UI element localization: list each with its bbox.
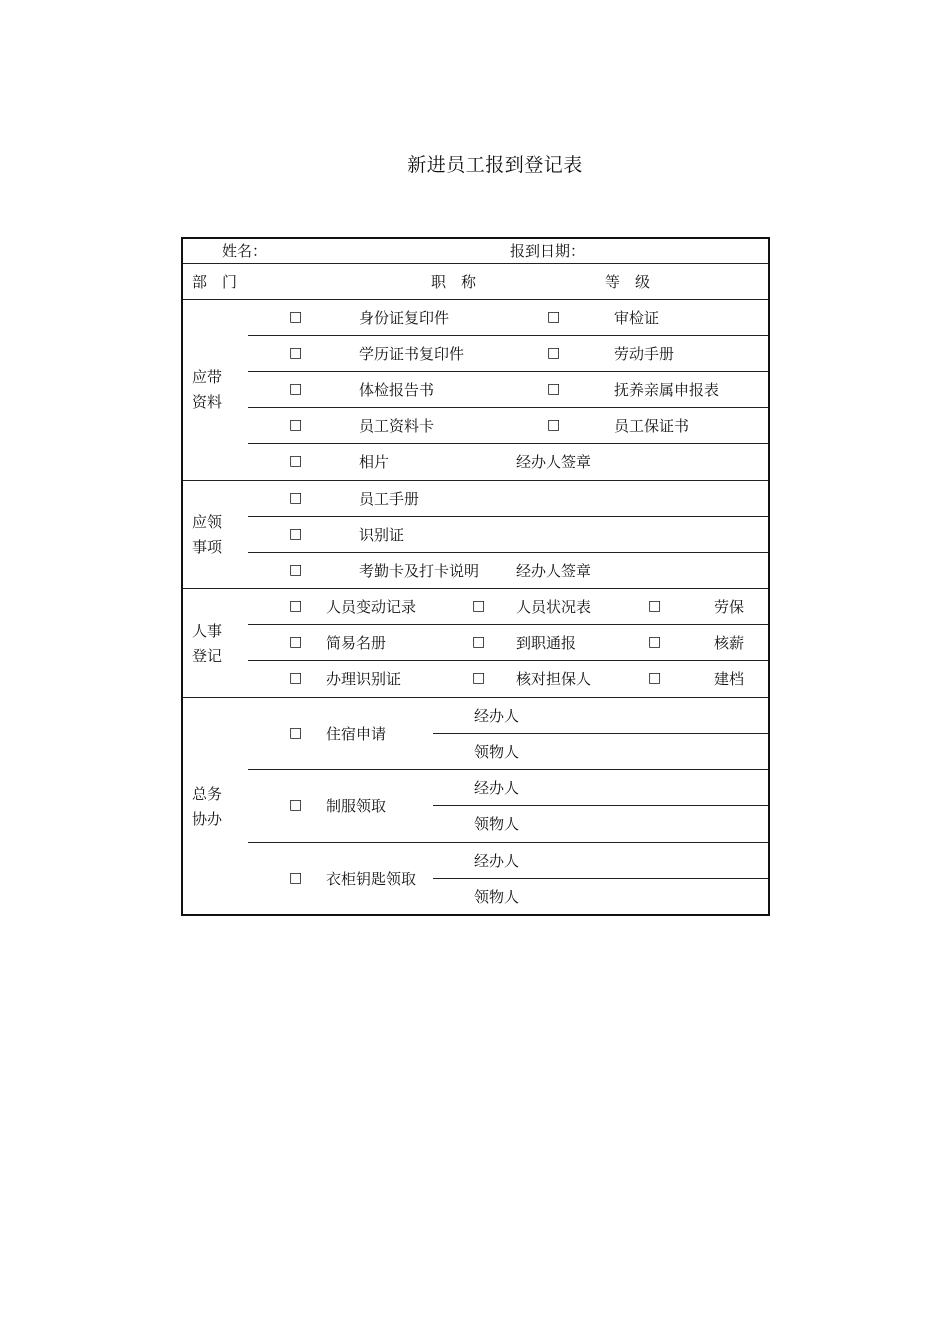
checkbox[interactable]: □ <box>289 598 303 614</box>
item-label: 员工手册 <box>359 490 420 508</box>
checkbox[interactable]: □ <box>648 598 662 614</box>
checkbox[interactable]: □ <box>472 670 486 686</box>
registration-form <box>181 237 770 916</box>
item-label: 考勤卡及打卡说明 <box>359 562 480 580</box>
section-label-general: 总务 协办 <box>192 785 223 828</box>
name-label: 姓名： <box>222 242 268 260</box>
row-divider <box>183 263 768 264</box>
section-label-documents: 应带 资料 <box>192 368 223 411</box>
item-label: 员工资料卡 <box>359 417 435 435</box>
sub-divider <box>433 805 768 806</box>
item-label: 建档 <box>714 670 745 688</box>
checkbox[interactable]: □ <box>648 670 662 686</box>
item-label: 学历证书复印件 <box>359 345 465 363</box>
item-label: 相片 <box>359 453 390 471</box>
sub-divider <box>433 878 768 879</box>
checkbox[interactable]: □ <box>289 797 303 813</box>
checkbox[interactable]: □ <box>289 453 303 469</box>
section-label-receive: 应领 事项 <box>192 513 223 556</box>
receiver-label: 领物人 <box>474 888 520 906</box>
item-label: 住宿申请 <box>326 725 387 743</box>
checkbox[interactable]: □ <box>547 345 561 361</box>
checkbox[interactable]: □ <box>289 670 303 686</box>
checkbox[interactable]: □ <box>547 417 561 433</box>
item-label: 人员变动记录 <box>326 598 417 616</box>
checkbox[interactable]: □ <box>289 381 303 397</box>
checkbox[interactable]: □ <box>289 526 303 542</box>
checkbox[interactable]: □ <box>289 417 303 433</box>
row-divider <box>248 769 768 770</box>
item-label: 身份证复印件 <box>359 309 450 327</box>
item-label: 核薪 <box>714 634 745 652</box>
receiver-label: 领物人 <box>474 815 520 833</box>
handler-label: 经办人 <box>474 852 520 870</box>
row-divider <box>248 407 768 408</box>
item-label: 抚养亲属申报表 <box>614 381 720 399</box>
row-divider <box>248 516 768 517</box>
item-label: 体检报告书 <box>359 381 435 399</box>
row-divider <box>248 842 768 843</box>
checkbox[interactable]: □ <box>289 562 303 578</box>
section-divider <box>183 697 768 698</box>
row-divider <box>248 443 768 444</box>
row-divider <box>248 624 768 625</box>
item-label: 人员状况表 <box>516 598 592 616</box>
item-label: 审检证 <box>614 309 660 327</box>
row-divider <box>248 552 768 553</box>
item-label: 员工保证书 <box>614 417 690 435</box>
signer-label: 经办人签章 <box>516 453 592 471</box>
item-label: 识别证 <box>359 526 405 544</box>
sub-divider <box>433 733 768 734</box>
row-divider <box>248 371 768 372</box>
checkbox[interactable]: □ <box>289 725 303 741</box>
handler-label: 经办人 <box>474 707 520 725</box>
item-label: 衣柜钥匙领取 <box>326 870 417 888</box>
date-label: 报到日期： <box>510 242 586 260</box>
row-divider <box>248 335 768 336</box>
item-label: 办理识别证 <box>326 670 402 688</box>
item-label: 到职通报 <box>516 634 577 652</box>
checkbox[interactable]: □ <box>289 870 303 886</box>
grade-label: 等 级 <box>605 273 651 291</box>
row-divider <box>248 660 768 661</box>
signer-label: 经办人签章 <box>516 562 592 580</box>
item-label: 劳动手册 <box>614 345 675 363</box>
checkbox[interactable]: □ <box>289 490 303 506</box>
checkbox[interactable]: □ <box>472 634 486 650</box>
checkbox[interactable]: □ <box>289 634 303 650</box>
section-divider <box>183 588 768 589</box>
item-label: 简易名册 <box>326 634 387 652</box>
form-title: 新进员工报到登记表 <box>407 154 583 176</box>
position-label: 职 称 <box>431 273 477 291</box>
checkbox[interactable]: □ <box>547 381 561 397</box>
item-label: 制服领取 <box>326 797 387 815</box>
checkbox[interactable]: □ <box>289 309 303 325</box>
checkbox[interactable]: □ <box>547 309 561 325</box>
checkbox[interactable]: □ <box>289 345 303 361</box>
checkbox[interactable]: □ <box>648 634 662 650</box>
section-label-hr: 人事 登记 <box>192 622 223 665</box>
checkbox[interactable]: □ <box>472 598 486 614</box>
section-divider <box>183 480 768 481</box>
row-divider <box>183 299 768 300</box>
handler-label: 经办人 <box>474 779 520 797</box>
department-label: 部 门 <box>192 273 238 291</box>
item-label: 核对担保人 <box>516 670 592 688</box>
receiver-label: 领物人 <box>474 743 520 761</box>
item-label: 劳保 <box>714 598 745 616</box>
